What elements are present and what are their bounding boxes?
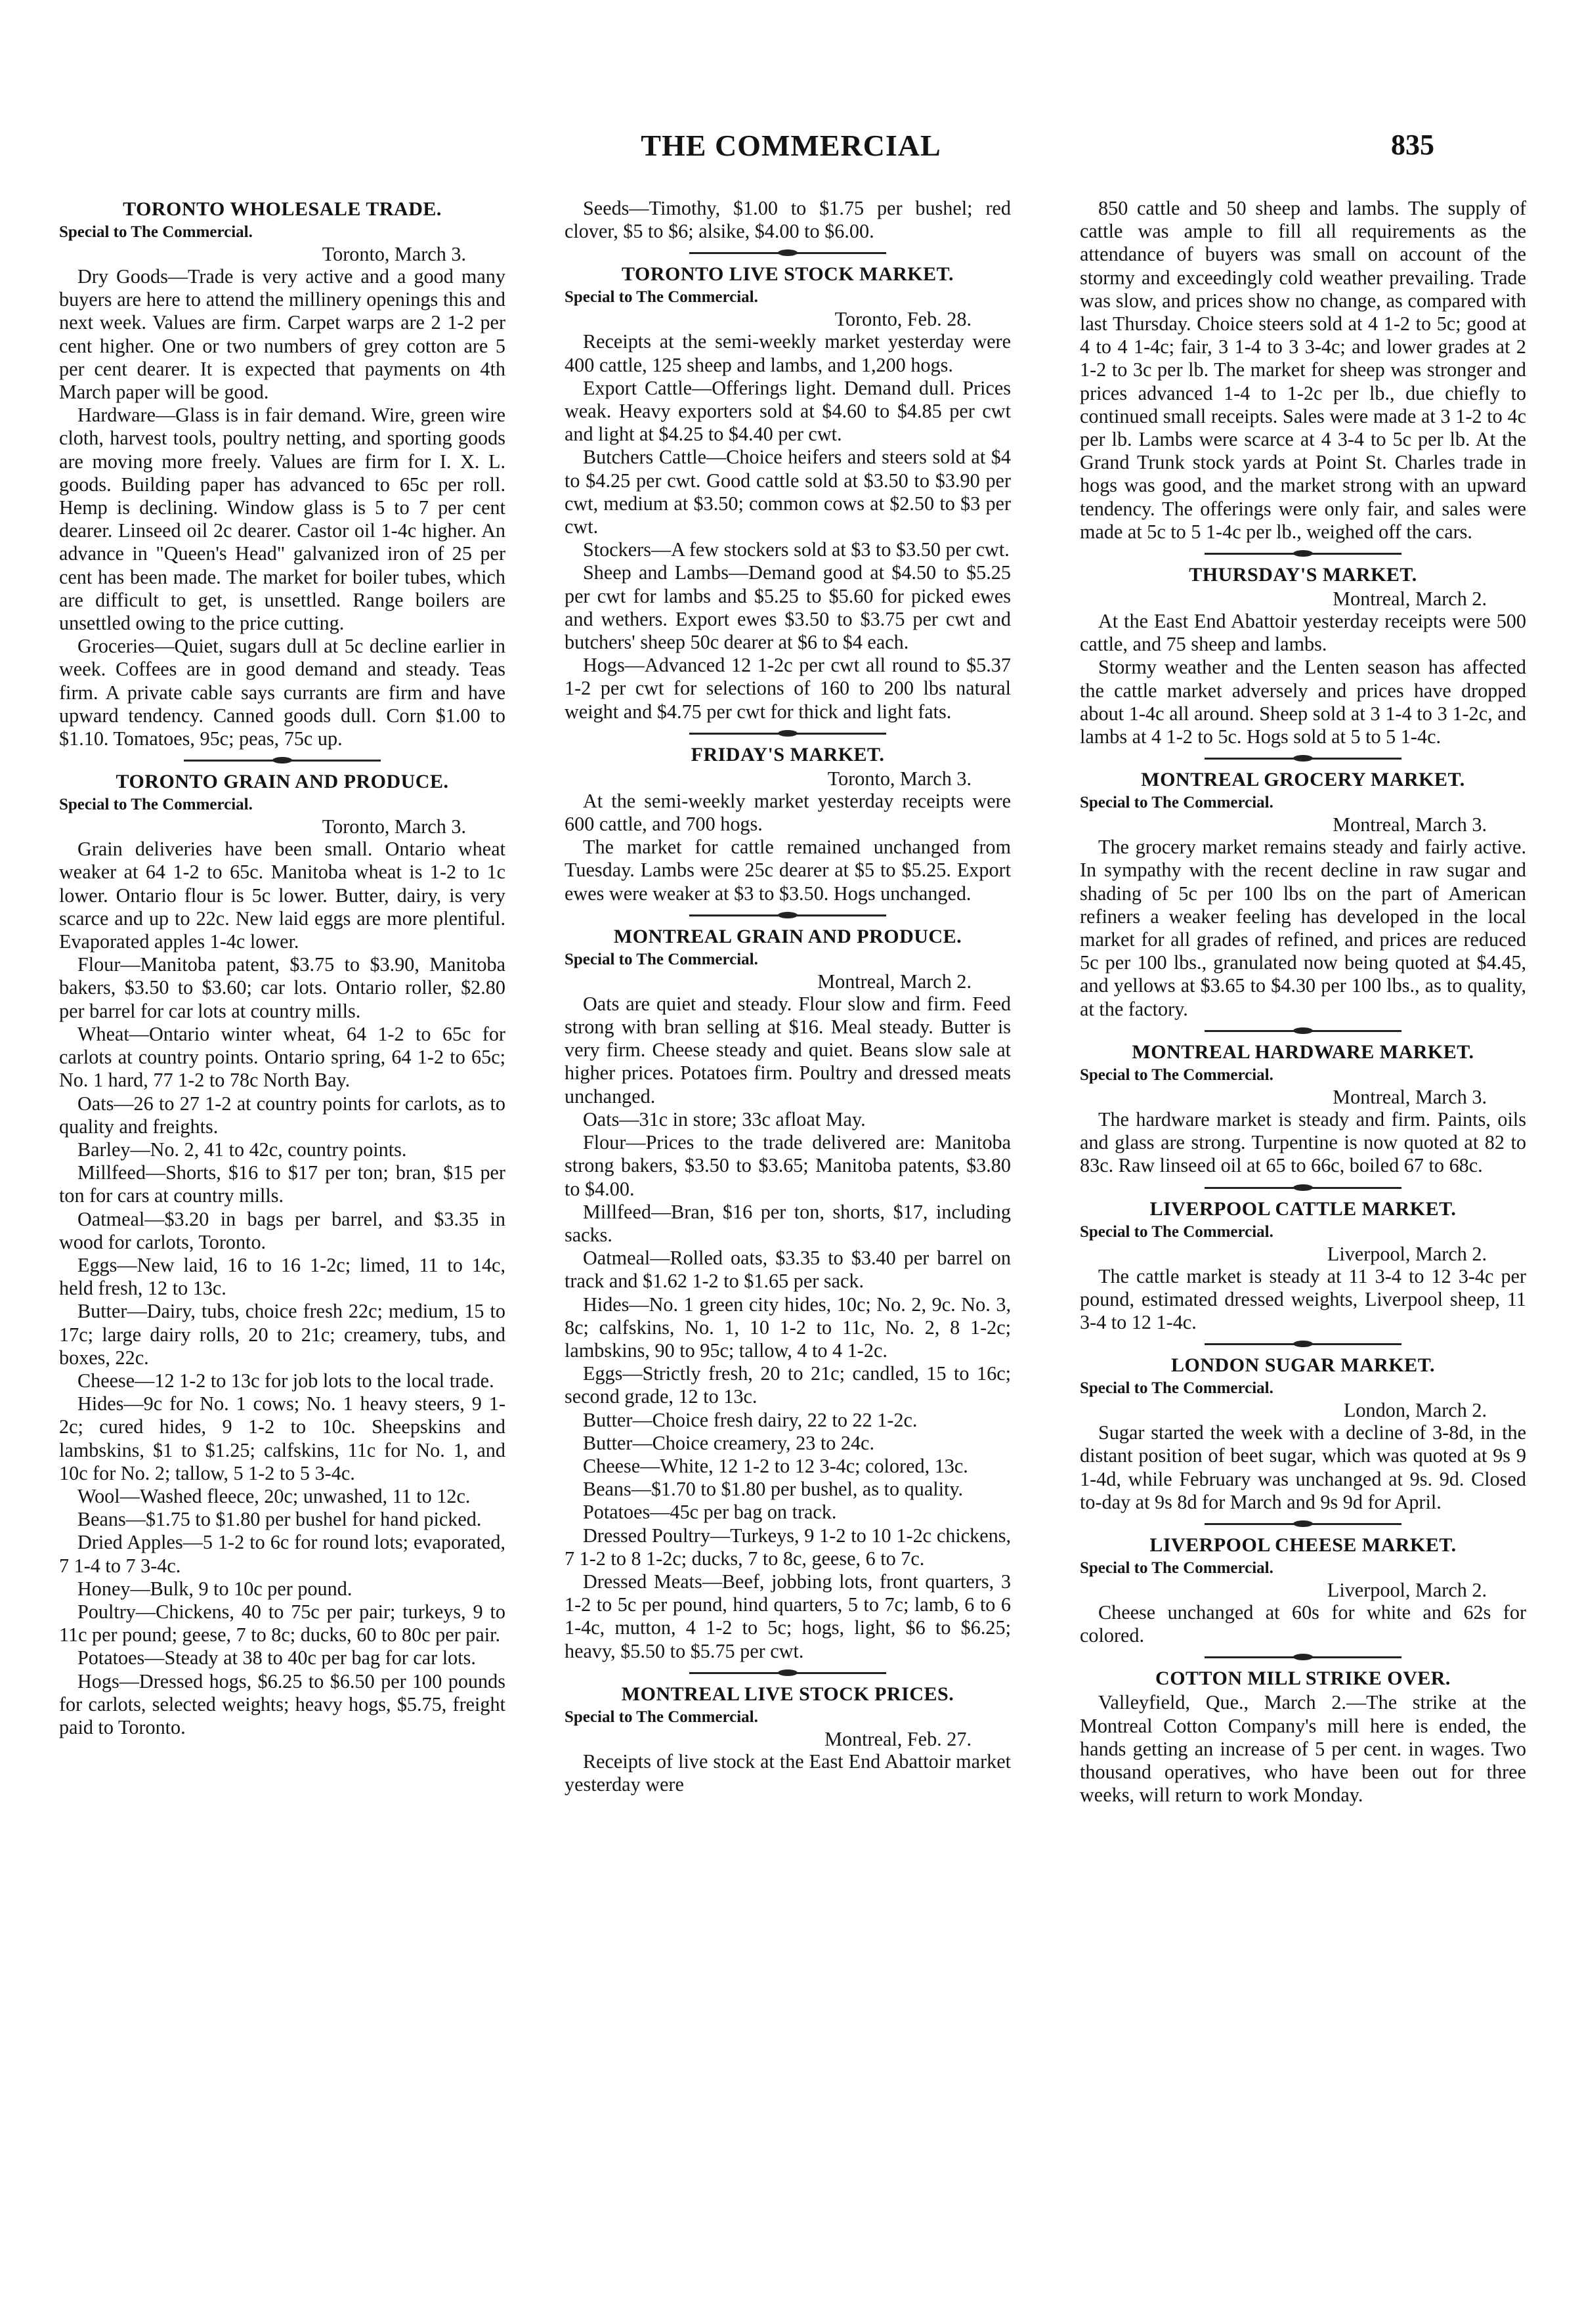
article-section [1080, 758, 1526, 1021]
article-paragraph: Valleyfield, Que., March 2.—The strike at the Montreal Cotton Company's mill here is ended, the hands getting an increase of 5 per cent. in wages. Two thousand operatives, who have been out for three weeks, will return to work Monday. [1080, 1691, 1526, 1807]
article-paragraph: Export Cattle—Offerings light. Demand dull. Prices weak. Heavy exporters sold at $4.60 to $4.85 per cwt and light at $4.25 to $4.40 per cwt. [565, 376, 1011, 446]
article-section [1080, 1656, 1526, 1807]
article-paragraph: Potatoes—45c per bag on track. [583, 1501, 837, 1524]
page-header [0, 128, 1582, 174]
article-paragraph: Stormy weather and the Lenten season has affected the cattle market adversely and prices have dropped about 1-4c all around. Sheep sold at 3 1-4 to 3 1-2c, and lambs at 4 1-2 to 5c. Hogs sold at 5 to 5 1-4c. [1080, 656, 1526, 748]
article-heading: TORONTO LIVE STOCK MARKET. [622, 263, 954, 286]
article-section [565, 197, 1011, 243]
article-paragraph: Butchers Cattle—Choice heifers and steers sold at $4 to $4.25 per cwt. Good cattle sold at $3.50 to $3.90 per cwt, medium at $3.50; common cows at $2.50 to $3 per cwt. [565, 446, 1011, 538]
article-section [1080, 1523, 1526, 1647]
article-columns [59, 197, 1529, 2298]
section-divider [184, 760, 381, 762]
article-heading: TORONTO WHOLESALE TRADE. [123, 198, 442, 220]
article-paragraph: Barley—No. 2, 41 to 42c, country points. [77, 1138, 407, 1161]
section-divider [1205, 1523, 1401, 1525]
article-section [565, 915, 1011, 1663]
article-paragraph: Beans—$1.70 to $1.80 per bushel, as to quality. [583, 1478, 964, 1501]
special-note: Special to The Commercial. [59, 796, 253, 814]
section-divider [689, 1672, 886, 1674]
article-section [565, 1672, 1011, 1796]
article-heading: MONTREAL HARDWARE MARKET. [1132, 1041, 1474, 1063]
article-heading: FRIDAY'S MARKET. [691, 743, 885, 765]
article-paragraph: Hogs—Advanced 12 1-2c per cwt all round to $5.37 1-2 per cwt for selections of 160 to 200 lbs natural weight and $4.75 per cwt for thick and light fats. [565, 654, 1011, 723]
dateline: Montreal, March 3. [1333, 1085, 1487, 1108]
article-section [1080, 1030, 1526, 1178]
article-heading: THURSDAY'S MARKET. [1189, 564, 1417, 586]
article-paragraph: The grocery market remains steady and fairly active. In sympathy with the recent decline in raw sugar and shading of 5c per 100 lbs on the part of American refiners a weaker feeling has developed in the local market for all grades of refined, and prices are reduced 5c per 100 lbs., granulated now being quoted at $4.45, and yellows at $3.65 to $4.30 per 100 lbs., as to quality, at the factory. [1080, 836, 1526, 1020]
article-paragraph: Dried Apples—5 1-2 to 6c for round lots; evaporated, 7 1-4 to 7 3-4c. [59, 1531, 505, 1577]
dateline: Toronto, March 3. [322, 815, 466, 838]
article-heading: TORONTO GRAIN AND PRODUCE. [116, 771, 449, 793]
dateline: Toronto, March 3. [827, 767, 972, 790]
article-heading: MONTREAL GROCERY MARKET. [1141, 769, 1465, 791]
article-paragraph: The hardware market is steady and firm. Paints, oils and glass are strong. Turpentine is now quoted at 82 to 83c. Raw linseed oil at 65 to 66c, boiled 67 to 68c. [1080, 1108, 1526, 1177]
article-paragraph: Wool—Washed fleece, 20c; unwashed, 11 to 12c. [77, 1484, 471, 1507]
article-paragraph: Oatmeal—$3.20 in bags per barrel, and $3.35 in wood for carlots, Toronto. [59, 1207, 505, 1253]
special-note: Special to The Commercial. [59, 223, 253, 241]
article-heading: COTTON MILL STRIKE OVER. [1155, 1668, 1451, 1690]
dateline: Montreal, Feb. 27. [824, 1727, 972, 1750]
article-paragraph: Cheese—12 1-2 to 13c for job lots to the local trade. [77, 1369, 494, 1392]
special-note: Special to The Commercial. [1080, 1222, 1273, 1241]
article-paragraph: Millfeed—Bran, $16 per ton, shorts, $17, including sacks. [565, 1200, 1011, 1246]
article-paragraph: Receipts at the semi-weekly market yesterday were 400 cattle, 125 sheep and lambs, and 1,200 hogs. [565, 330, 1011, 376]
special-note: Special to The Commercial. [565, 950, 758, 968]
article-paragraph: 850 cattle and 50 sheep and lambs. The supply of cattle was ample to fill all requirements as the attendance of buyers was small on account of the stormy and exceedingly cold weather prevailing. Trade was slow, and prices show no change, as compared with last Thursday. Choice steers sold at 4 1-2 to 5c; good at 4 to 4 1-4c; fair, 3 1-4 to 3 3-4c; and lower grades at 2 1-2 to 3c per lb. The market for sheep was stronger and prices advanced 1-4 to 1-2c per lb., due chiefly to continued small receipts. Sales were made at 3 1-2 to 4c per lb. Lambs were scarce at 4 3-4 to 5c per lb. At the Grand Trunk stock yards at Point St. Charles trade in hogs was good, and the market strong with an upward tendency. The offerings were only fair, and sales were made at 5c to 5 1-4c per lb., weighed off the cars. [1080, 197, 1526, 543]
article-heading: LONDON SUGAR MARKET. [1171, 1354, 1435, 1377]
column-1 [59, 197, 505, 1742]
special-note: Special to The Commercial. [1080, 794, 1273, 812]
dateline: Liverpool, March 2. [1327, 1242, 1487, 1265]
article-paragraph: Stockers—A few stockers sold at $3 to $3.50 per cwt. [583, 538, 1010, 561]
dateline: London, March 2. [1344, 1399, 1487, 1422]
article-paragraph: Hogs—Dressed hogs, $6.25 to $6.50 per 100 pounds for carlots, selected weights; heavy hogs, $5.75, freight paid to Toronto. [59, 1669, 505, 1738]
article-paragraph: Wheat—Ontario winter wheat, 64 1-2 to 65c for carlots at country points. Ontario spring, 64 1-2 to 65c; No. 1 hard, 77 1-2 to 78c North Bay. [59, 1022, 505, 1092]
page-number: 835 [1391, 129, 1434, 161]
article-paragraph: Eggs—New laid, 16 to 16 1-2c; limed, 11 to 14c, held fresh, 12 to 13c. [59, 1253, 505, 1300]
section-divider [1205, 553, 1401, 555]
section-divider [689, 252, 886, 254]
article-paragraph: Poultry—Chickens, 40 to 75c per pair; turkeys, 9 to 11c per pound; geese, 7 to 8c; ducks, 60 to 80c per pair. [59, 1600, 505, 1646]
special-note: Special to The Commercial. [1080, 1559, 1273, 1577]
article-paragraph: Dressed Poultry—Turkeys, 9 1-2 to 10 1-2c chickens, 7 1-2 to 8 1-2c; ducks, 7 to 8c, geese, 6 to 7c. [565, 1524, 1011, 1570]
article-section [59, 197, 505, 750]
article-paragraph: Cheese—White, 12 1-2 to 12 3-4c; colored, 13c. [583, 1454, 968, 1477]
section-divider [689, 733, 886, 735]
article-paragraph: Sheep and Lambs—Demand good at $4.50 to $5.25 per cwt for lambs and $5.25 to $5.60 for picked ewes and wethers. Export ewes $3.50 to $3.75 per cwt and butchers' sheep 50c dearer at $6 to $4 each. [565, 561, 1011, 654]
article-paragraph: Hides—No. 1 green city hides, 10c; No. 2, 9c. No. 3, 8c; calfskins, No. 1, 10 1-2 to 11c, No. 2, 8 1-2c; lambskins, 90 to 95c; tallow, 4 to 4 1-2c. [565, 1293, 1011, 1362]
dateline: Montreal, March 2. [817, 970, 972, 993]
section-divider [1205, 758, 1401, 760]
section-divider [689, 915, 886, 916]
special-note: Special to The Commercial. [565, 288, 758, 307]
article-paragraph: Oats—31c in store; 33c afloat May. [583, 1108, 866, 1130]
dateline: Montreal, March 2. [1333, 588, 1487, 611]
section-divider [1205, 1343, 1401, 1345]
article-paragraph: Dressed Meats—Beef, jobbing lots, front quarters, 3 1-2 to 5c per pound, hind quarters, 5 to 7c; lamb, 6 to 6 1-4c, mutton, 4 1-2 to 5c; hogs, light, $6 to $6.25; heavy, $5.50 to $5.75 per cwt. [565, 1570, 1011, 1662]
article-paragraph: Cheese unchanged at 60s for white and 62s for colored. [1080, 1601, 1526, 1647]
column-2 [565, 197, 1011, 1799]
article-paragraph: Eggs—Strictly fresh, 20 to 21c; candled, 15 to 16c; second grade, 12 to 13c. [565, 1362, 1011, 1408]
article-paragraph: Oats—26 to 27 1-2 at country points for carlots, as to quality and freights. [59, 1092, 505, 1138]
article-paragraph: Beans—$1.75 to $1.80 per bushel for hand picked. [77, 1508, 482, 1531]
article-paragraph: Flour—Prices to the trade delivered are: Manitoba strong bakers, $3.50 to $3.65; Manitoba patents, $3.80 to $4.00. [565, 1131, 1011, 1200]
dateline: Liverpool, March 2. [1327, 1578, 1487, 1601]
article-paragraph: Millfeed—Shorts, $16 to $17 per ton; bran, $15 per ton for cars at country mills. [59, 1161, 505, 1207]
article-paragraph: Grain deliveries have been small. Ontario wheat weaker at 64 1-2 to 65c. Manitoba wheat is 1-2 to 1c lower. Ontario flour is 5c lower. Butter, dairy, is very scarce and up to 22c. New laid eggs are more plentiful. Evaporated apples 1-4c lower. [59, 838, 505, 953]
article-section [565, 733, 1011, 905]
article-paragraph: Potatoes—Steady at 38 to 40c per bag for car lots. [77, 1646, 476, 1669]
article-paragraph: Dry Goods—Trade is very active and a good many buyers are here to attend the millinery openings this and next week. Values are firm. Carpet warps are 2 1-2 per cent higher. One or two numbers of grey cotton are 5 per cent dearer. It is expected that payments on 4th March paper will be good. [59, 265, 505, 404]
article-paragraph: Butter—Dairy, tubs, choice fresh 22c; medium, 15 to 17c; large dairy rolls, 20 to 21c; creamery, tubs, and boxes, 22c. [59, 1300, 505, 1369]
article-paragraph: Seeds—Timothy, $1.00 to $1.75 per bushel; red clover, $5 to $6; alsike, $4.00 to $6.00. [565, 197, 1011, 243]
column-3 [1080, 197, 1526, 1809]
special-note: Special to The Commercial. [1080, 1379, 1273, 1398]
article-paragraph: Butter—Choice creamery, 23 to 24c. [583, 1431, 874, 1454]
article-paragraph: The market for cattle remained unchanged from Tuesday. Lambs were 25c dearer at $5 to $5.25. Export ewes were weaker at $3 to $3.50. Hogs unchanged. [565, 836, 1011, 905]
dateline: Toronto, Feb. 28. [834, 308, 972, 331]
article-paragraph: At the semi-weekly market yesterday receipts were 600 cattle, and 700 hogs. [565, 789, 1011, 836]
article-section [59, 760, 505, 1739]
article-heading: LIVERPOOL CHEESE MARKET. [1149, 1534, 1457, 1556]
article-paragraph: Hides—9c for No. 1 cows; No. 1 heavy steers, 9 1-2c; cured hides, 9 1-2 to 10c. Sheepskins and lambskins, $1 to $1.25; calfskins, 11c for No. 1, and 10c for No. 2; tallow, 5 1-2 to 5 3-4c. [59, 1392, 505, 1484]
dateline: Toronto, March 3. [322, 243, 466, 265]
article-paragraph: Groceries—Quiet, sugars dull at 5c decline earlier in week. Coffees are in good demand and steady. Teas firm. A private cable says currants are firm and have upward tendency. Canned goods dull. Corn $1.00 to $1.10. Tomatoes, 95c; peas, 75c up. [59, 635, 505, 750]
article-heading: MONTREAL GRAIN AND PRODUCE. [613, 925, 962, 947]
article-paragraph: Flour—Manitoba patent, $3.75 to $3.90, Manitoba bakers, $3.50 to $3.60; car lots. Ontario roller, $2.80 per barrel for car lots at country mills. [59, 953, 505, 1022]
article-paragraph: The cattle market is steady at 11 3-4 to 12 3-4c per pound, estimated dressed weights, Liverpool sheep, 11 3-4 to 12 1-4c. [1080, 1264, 1526, 1333]
article-paragraph: Butter—Choice fresh dairy, 22 to 22 1-2c. [583, 1408, 918, 1431]
article-section [1080, 1343, 1526, 1514]
section-divider [1205, 1187, 1401, 1189]
article-heading: MONTREAL LIVE STOCK PRICES. [621, 1683, 954, 1705]
article-section [1080, 197, 1526, 544]
article-paragraph: At the East End Abattoir yesterday receipts were 500 cattle, and 75 sheep and lambs. [1080, 610, 1526, 656]
article-paragraph: Oatmeal—Rolled oats, $3.35 to $3.40 per barrel on track and $1.62 1-2 to $1.65 per sack. [565, 1247, 1011, 1293]
article-paragraph: Honey—Bulk, 9 to 10c per pound. [77, 1577, 353, 1600]
section-divider [1205, 1656, 1401, 1658]
article-paragraph: Oats are quiet and steady. Flour slow and firm. Feed strong with bran selling at $16. Meal steady. Butter is very firm. Cheese steady and quiet. Beans slow sale at higher prices. Potatoes firm. Poultry and dressed meats unchanged. [565, 992, 1011, 1108]
article-section [565, 252, 1011, 723]
special-note: Special to The Commercial. [1080, 1065, 1273, 1084]
article-section [1080, 553, 1526, 748]
article-paragraph: Receipts of live stock at the East End Abattoir market yesterday were [565, 1750, 1011, 1796]
section-divider [1205, 1030, 1401, 1032]
article-paragraph: Hardware—Glass is in fair demand. Wire, green wire cloth, harvest tools, poultry netting, and sporting goods are moving more freely. Values are firm for I. X. L. goods. Building paper has advanced to 65c per roll. Hemp is declining. Window glass is 5 to 7 per cent dearer. Linseed oil 2c dearer. Castor oil 1-4c higher. An advance in "Queen's Head" galvanized iron of 25 per cent has been made. The market for boiler tubes, which are difficult to get, is unsettled. Range boilers are unsettled owing to the price cutting. [59, 404, 505, 635]
article-paragraph: Sugar started the week with a decline of 3-8d, in the distant position of beet sugar, which was quoted at 9s 9 1-4d, while February was unchanged at 9s. 9d. Closed to-day at 9s 8d for March and 9s 9d for April. [1080, 1421, 1526, 1513]
special-note: Special to The Commercial. [565, 1708, 758, 1726]
newspaper-title: THE COMMERCIAL [641, 129, 941, 162]
dateline: Montreal, March 3. [1333, 813, 1487, 836]
article-heading: LIVERPOOL CATTLE MARKET. [1149, 1197, 1457, 1220]
article-section [1080, 1187, 1526, 1335]
